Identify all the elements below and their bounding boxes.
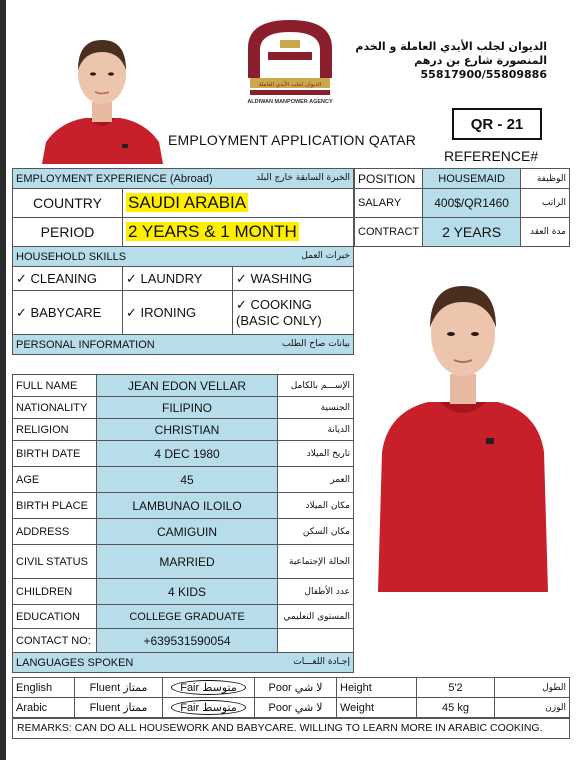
logo-text-ar: الديوان لجلب الأيدي العاملة — [258, 82, 322, 88]
row-label-ar — [278, 629, 354, 653]
experience-header — [13, 169, 354, 189]
attribute-value: 45 kg — [417, 698, 495, 718]
row-label: CIVIL STATUS — [13, 545, 97, 579]
row-label: AGE — [13, 467, 97, 493]
row-value: +639531590054 — [97, 629, 278, 653]
qr-code-box: QR - 21 — [452, 108, 542, 140]
row-label-ar: عدد الأطفال — [278, 579, 354, 605]
personal-header — [13, 335, 354, 355]
table-row — [13, 467, 354, 493]
country-value-cell — [123, 189, 354, 218]
table-row — [13, 579, 354, 605]
row-value: 4 DEC 1980 — [97, 441, 278, 467]
languages-header-en: LANGUAGES SPOKEN — [16, 656, 134, 669]
language-poor: Poor لا شي — [255, 698, 337, 718]
skill-ironing: ✓ IRONING — [123, 291, 233, 335]
skill-laundry: ✓ LAUNDRY — [123, 267, 233, 291]
skill-cooking — [233, 291, 354, 335]
language-fluent: Fluent ممتاز — [75, 698, 163, 718]
experience-header-ar: الخبرة السابقة خارج البلد — [255, 172, 350, 183]
period-value: 2 YEARS & 1 MONTH — [128, 222, 297, 241]
table-row — [13, 698, 570, 718]
agency-line-2: المنصورة شارع بن درهم — [414, 54, 547, 67]
language-fair-cell — [163, 678, 255, 698]
row-label: EDUCATION — [13, 605, 97, 629]
language-fair-circled: Fair متوسط — [171, 680, 246, 695]
reference-label: REFERENCE# — [444, 148, 539, 164]
left-edge-bar — [0, 0, 6, 760]
row-label: BIRTH DATE — [13, 441, 97, 467]
skill-cleaning: ✓ CLEANING — [13, 267, 123, 291]
attribute-label: Height — [337, 678, 417, 698]
row-value: 4 KIDS — [97, 579, 278, 605]
country-value: SAUDI ARABIA — [128, 193, 247, 212]
table-row — [13, 397, 354, 419]
row-label-ar: مكان السكن — [278, 519, 354, 545]
row-value: CHRISTIAN — [97, 419, 278, 441]
salary-label-ar: الراتب — [521, 189, 570, 218]
row-label: NATIONALITY — [13, 397, 97, 419]
languages-header — [13, 653, 354, 673]
language-fluent: Fluent ممتاز — [75, 678, 163, 698]
row-value: FILIPINO — [97, 397, 278, 419]
table-row — [13, 441, 354, 467]
remarks: REMARKS: CAN DO ALL HOUSEWORK AND BABYCARE. WILLING TO LEARN MORE IN ARABIC COOKING. — [12, 718, 570, 739]
skills-header — [13, 247, 354, 267]
row-label-ar: الديانة — [278, 419, 354, 441]
agency-phones: 55817900/55809886 — [420, 68, 547, 81]
agency-line-1: الديوان لجلب الأيدي العاملة و الخدم — [355, 40, 547, 53]
skills-header-en: HOUSEHOLD SKILLS — [16, 250, 127, 263]
language-fair-cell — [163, 698, 255, 718]
row-label-ar: المستوى التعليمي — [278, 605, 354, 629]
row-label-ar: العمر — [278, 467, 354, 493]
skill-babycare: ✓ BABYCARE — [13, 291, 123, 335]
salary-value: 400$/QR1460 — [423, 189, 521, 218]
agency-logo — [240, 12, 340, 106]
page-title: EMPLOYMENT APPLICATION QATAR — [168, 132, 417, 148]
attribute-label-ar: الوزن — [495, 698, 570, 718]
skill-cooking-note: (BASIC ONLY) — [236, 313, 322, 328]
row-label: ADDRESS — [13, 519, 97, 545]
attribute-value: 5'2 — [417, 678, 495, 698]
language-poor: Poor لا شي — [255, 678, 337, 698]
table-row — [13, 545, 354, 579]
row-label-ar: الجنسية — [278, 397, 354, 419]
row-label: CHILDREN — [13, 579, 97, 605]
row-label: FULL NAME — [13, 375, 97, 397]
table-row — [13, 519, 354, 545]
languages-header-ar: إجـادة اللغـــات — [293, 656, 350, 667]
agency-address — [347, 40, 547, 82]
row-label-ar: الحالة الإجتماعية — [278, 545, 354, 579]
country-label: COUNTRY — [13, 189, 123, 218]
row-label: RELIGION — [13, 419, 97, 441]
logo-text-en: ALDIWAN MANPOWER AGENCY — [247, 99, 333, 105]
row-value: MARRIED — [97, 545, 278, 579]
row-label-ar: تاريخ الميلاد — [278, 441, 354, 467]
row-label: BIRTH PLACE — [13, 493, 97, 519]
row-value: COLLEGE GRADUATE — [97, 605, 278, 629]
row-value: 45 — [97, 467, 278, 493]
table-row — [13, 375, 354, 397]
period-value-cell — [123, 218, 354, 247]
table-row — [13, 493, 354, 519]
personal-header-en: PERSONAL INFORMATION — [16, 338, 155, 351]
contract-label: CONTRACT — [355, 218, 423, 247]
row-label-ar: مكان الميلاد — [278, 493, 354, 519]
contract-label-ar: مدة العقد — [521, 218, 570, 247]
attribute-label-ar: الطول — [495, 678, 570, 698]
personal-header-ar: بيانات صاح الطلب — [281, 338, 350, 349]
language-name: Arabic — [13, 698, 75, 718]
position-value: HOUSEMAID — [423, 169, 521, 189]
attribute-label: Weight — [337, 698, 417, 718]
row-value: LAMBUNAO ILOILO — [97, 493, 278, 519]
period-label: PERIOD — [13, 218, 123, 247]
application-table — [12, 168, 354, 355]
salary-label: SALARY — [355, 189, 423, 218]
row-label-ar: الإســـم بالكامل — [278, 375, 354, 397]
language-fair-circled: Fair متوسط — [171, 700, 246, 715]
position-table — [354, 168, 570, 247]
personal-info-table — [12, 374, 354, 673]
skill-cooking-label: ✓ COOKING — [236, 297, 312, 312]
table-row — [13, 419, 354, 441]
row-value: CAMIGUIN — [97, 519, 278, 545]
experience-header-en: EMPLOYMENT EXPERIENCE (Abroad) — [16, 172, 213, 185]
applicant-photo-large — [368, 262, 558, 592]
language-name: English — [13, 678, 75, 698]
row-value: JEAN EDON VELLAR — [97, 375, 278, 397]
position-label: POSITION — [355, 169, 423, 189]
table-row — [13, 678, 570, 698]
contract-value: 2 YEARS — [423, 218, 521, 247]
languages-table — [12, 677, 570, 718]
row-label: CONTACT NO: — [13, 629, 97, 653]
table-row — [13, 605, 354, 629]
skill-washing: ✓ WASHING — [233, 267, 354, 291]
skills-header-ar: خبرات العمل — [301, 250, 350, 261]
applicant-photo-small — [40, 22, 165, 164]
position-label-ar: الوظيفة — [521, 169, 570, 189]
table-row — [13, 629, 354, 653]
